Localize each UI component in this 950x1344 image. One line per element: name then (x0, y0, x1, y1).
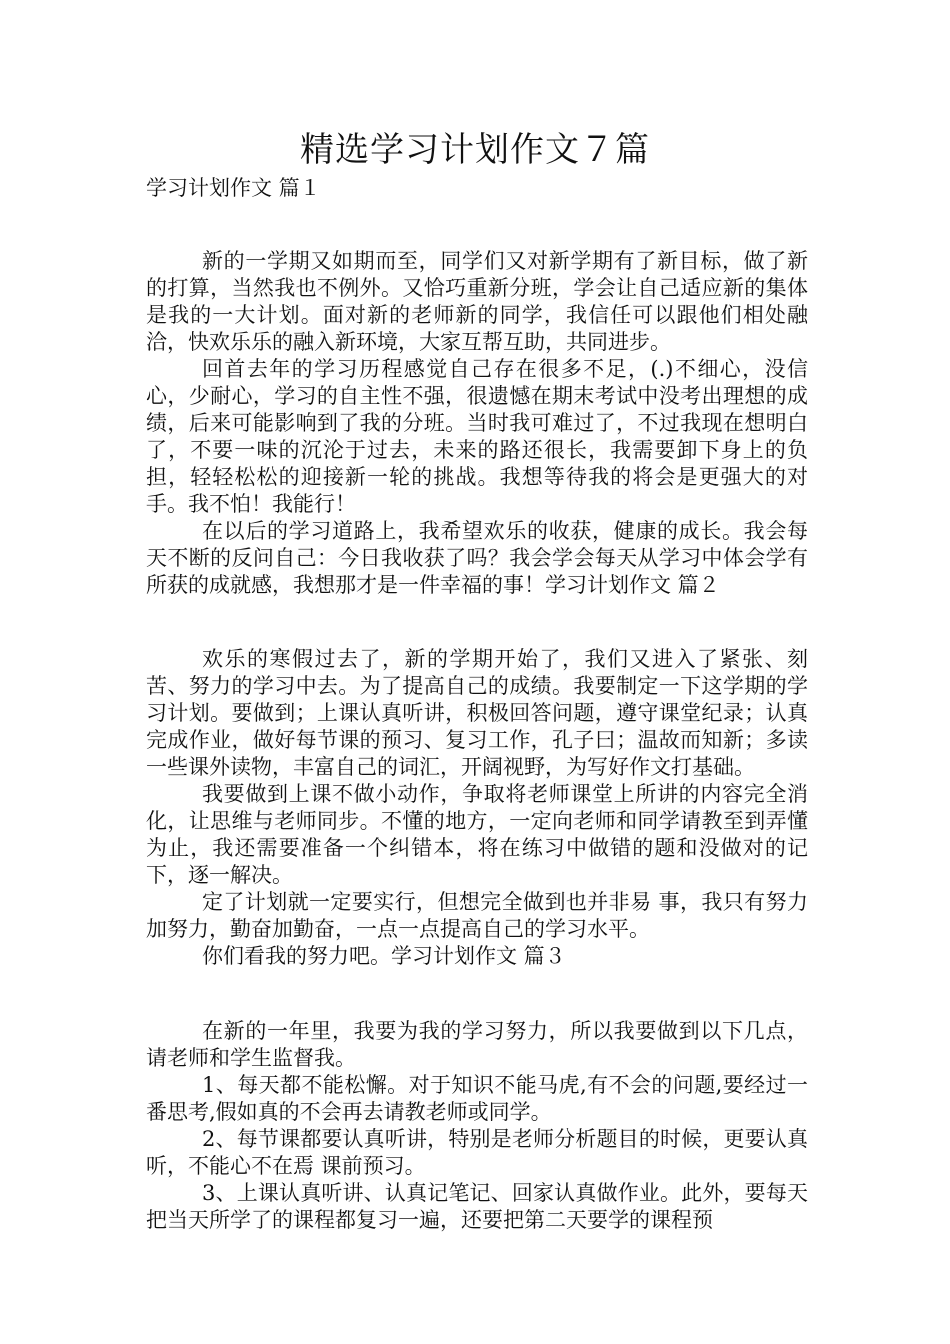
section-2-body (146, 646, 808, 970)
paragraph: 定了计划就一定要实行，但想完全做到也并非易 事，我只有努力加努力，勤奋加勤奋，一点一点提高自己的学习水平。 (146, 890, 808, 941)
paragraph: 回首去年的学习历程感觉自己存在很多不足，(.)不细心，没信心，少耐心，学习的自主性不强，很遗憾在期末考试中没考出理想的成绩，后来可能影响到了我的分班。当时我可难过了，不过我现在想明白了，不要一味的沉沦于过去，未来的路还很长，我需要卸下身上的负担，轻轻松松的迎接新一轮的挑战。我想等待我的将会是更强大的对手。我不怕！我能行！ (146, 357, 808, 516)
paragraph: 在新的一年里，我要为我的学习努力，所以我要做到以下几点，请老师和学生监督我。 (146, 1019, 808, 1070)
paragraph: 我要做到上课不做小动作，争取将老师课堂上所讲的内容完全消化，让思维与老师同步。不懂的地方，一定向老师和同学请教至到弄懂为止，我还需要准备一个纠错本，将在练习中做错的题和没做对的记下，逐一解决。 (146, 782, 808, 887)
section-heading-1: 学习计划作文 篇１ (146, 176, 321, 200)
paragraph: 2、每节课都要认真听讲，特别是老师分析题目的时候，更要认真听，不能心不在焉 课前预习。 (146, 1127, 808, 1178)
paragraph: 你们看我的努力吧。学习计划作文 篇３ (202, 944, 566, 968)
section-1-body (146, 248, 808, 599)
paragraph: 3、上课认真听讲、认真记笔记、回家认真做作业。此外，要每天把当天所学了的课程都复习一遍，还要把第二天要学的课程预 (146, 1181, 808, 1232)
section-3-body (146, 1018, 808, 1234)
document-title: 精选学习计划作文７篇 (300, 130, 650, 170)
paragraph: 新的一学期又如期而至，同学们又对新学期有了新目标，做了新的打算，当然我也不例外。又恰巧重新分班，学会让自己适应新的集体是我的一大计划。面对新的老师新的同学，我信任可以跟他们相处融洽，快欢乐乐的融入新环境，大家互帮互助，共同进步。 (146, 249, 808, 354)
paragraph: 在以后的学习道路上，我希望欢乐的收获，健康的成长。我会每天不断的反问自己：今日我收获了吗？我会学会每天从学习中体会学有所获的成就感，我想那才是一件幸福的事！学习计划作文 篇２ (146, 519, 808, 597)
paragraph: 1、每天都不能松懈。对于知识不能马虎,有不会的问题,要经过一番思考,假如真的不会再去请教老师或同学。 (146, 1073, 808, 1124)
paragraph: 欢乐的寒假过去了，新的学期开始了，我们又进入了紧张、刻苦、努力的学习中去。为了提高自己的成绩。我要制定一下这学期的学习计划。要做到；上课认真听讲，积极回答问题，遵守课堂纪录；认真完成作业，做好每节课的预习、复习工作，孔子曰；温故而知新；多读一些课外读物，丰富自己的词汇，开阔视野，为写好作文打基础。 (146, 647, 808, 779)
